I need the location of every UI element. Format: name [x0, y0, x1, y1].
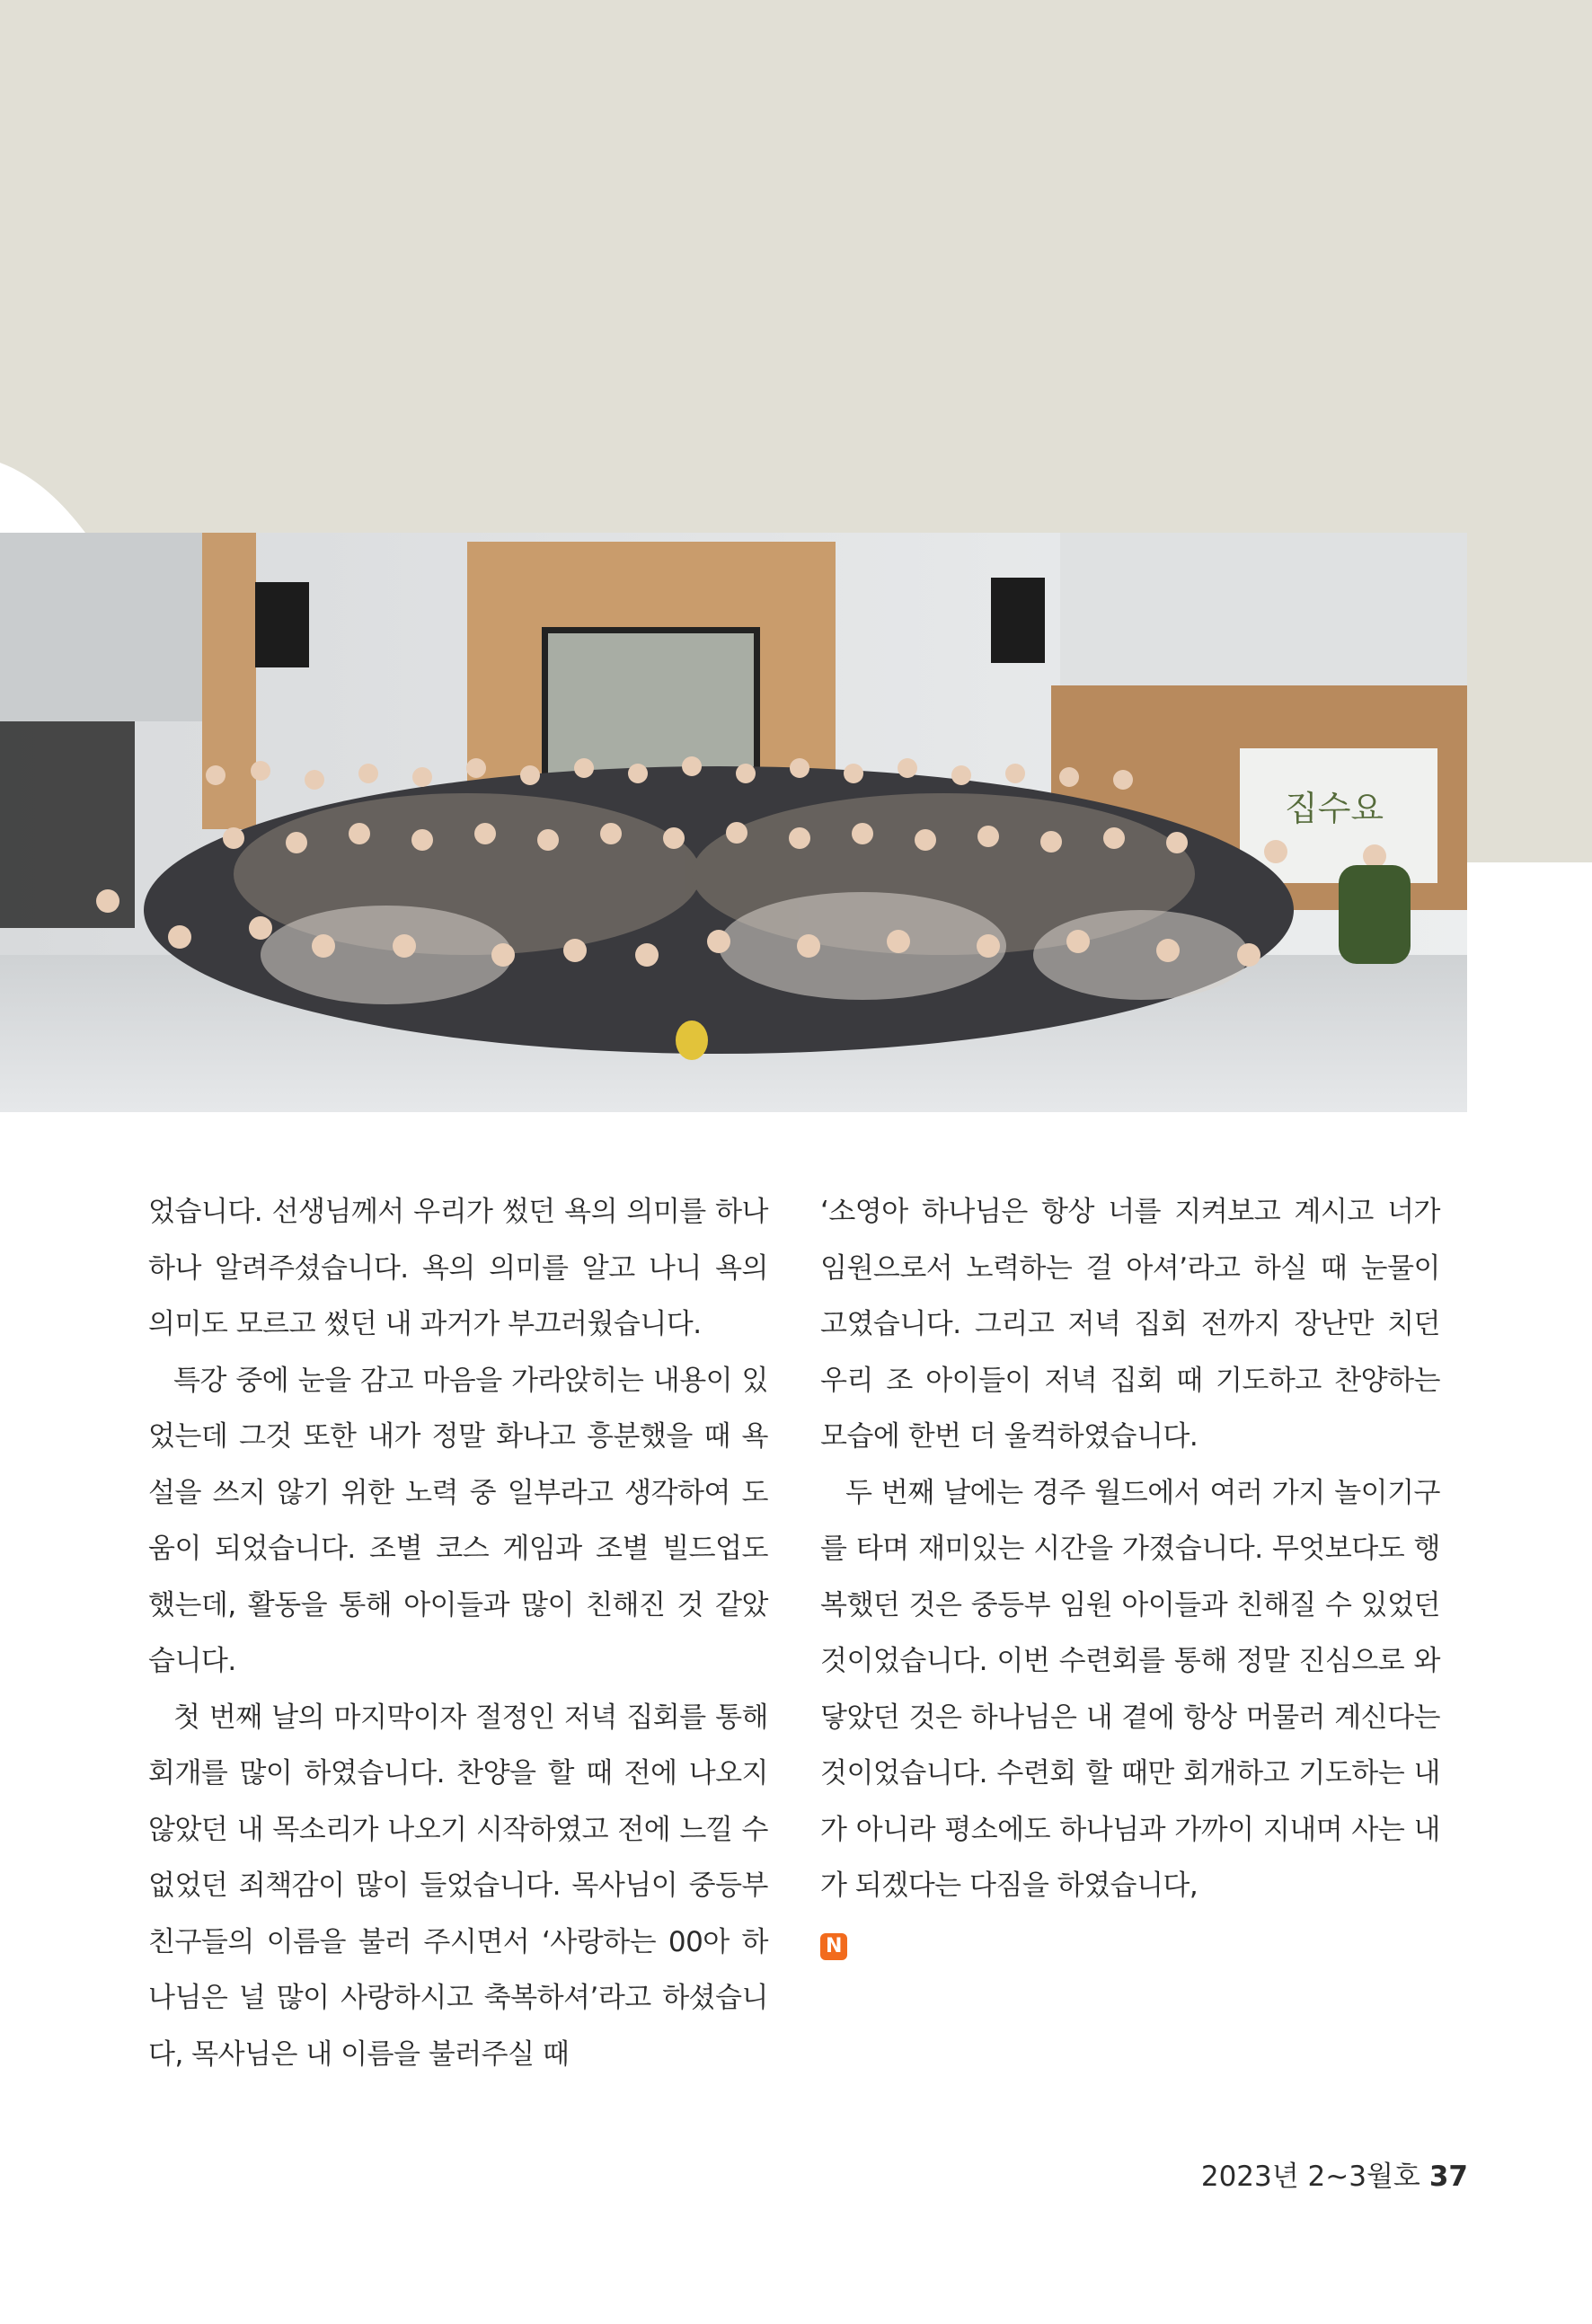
paragraph: ‘소영아 하나님은 항상 너를 지켜보고 계시고 너가 임원으로서 노력하는 걸 아셔’라고 하실 때 눈물이 고였습니다. 그리고 저녁 집회 전까지 장난만 치던 우리 조 아이들이 저녁 집회 때 기도하고 찬양하는 모습에 한번 더 울컥하였습니다.: [820, 1196, 1440, 1453]
whiteboard-text: 집수요: [1285, 789, 1384, 828]
paragraph: 두 번째 날에는 경주 월드에서 여러 가지 놀이기구를 타며 재미있는 시간을 가졌습니다. 무엇보다도 행복했던 것은 중등부 임원 아이들과 친해질 수 있었던 것이었습니다. 이번 수련회를 통해 정말 진심으로 와닿았던 것은 하나님은 내 곁에 항상 머물러 계신다는 것이었습니다. 수련회 할 때만 회개하고 기도하는 내가 아니라 평소에도 하나님과 가까이 지내며 사는 내가 되겠다는 다짐을 하였습니다,: [820, 1476, 1440, 1902]
end-mark-row: [820, 1914, 1440, 1971]
paragraph: 었습니다. 선생님께서 우리가 썼던 욕의 의미를 하나하나 알려주셨습니다. 욕의 의미를 알고 나니 욕의 의미도 모르고 썼던 내 과거가 부끄러웠습니다.: [148, 1196, 768, 1340]
page-footer: [1201, 2153, 1468, 2194]
article-column-right: [820, 1184, 1440, 1970]
issue-label: 2023년 2~3월호: [1200, 2161, 1420, 2193]
page-number: 37: [1428, 2161, 1468, 2193]
end-mark-icon: N: [820, 1933, 847, 1960]
group-photo: [0, 533, 1467, 1112]
article-column-left: [148, 1184, 768, 2082]
paragraph: 첫 번째 날의 마지막이자 절정인 저녁 집회를 통해 회개를 많이 하였습니다. 찬양을 할 때 전에 나오지 않았던 내 목소리가 나오기 시작하였고 전에 느낄 수 없었던 죄책감이 많이 들었습니다. 목사님이 중등부 친구들의 이름을 불러 주시면서 ‘사랑하는 00아 하나님은 널 많이 사랑하시고 축복하셔’라고 하셨습니다, 목사님은 내 이름을 불러주실 때: [148, 1701, 768, 2071]
paragraph: 특강 중에 눈을 감고 마음을 가라앉히는 내용이 있었는데 그것 또한 내가 정말 화나고 흥분했을 때 욕설을 쓰지 않기 위한 노력 중 일부라고 생각하여 도움이 되었습니다. 조별 코스 게임과 조별 빌드업도 했는데, 활동을 통해 아이들과 많이 친해진 것 같았습니다.: [148, 1364, 768, 1677]
